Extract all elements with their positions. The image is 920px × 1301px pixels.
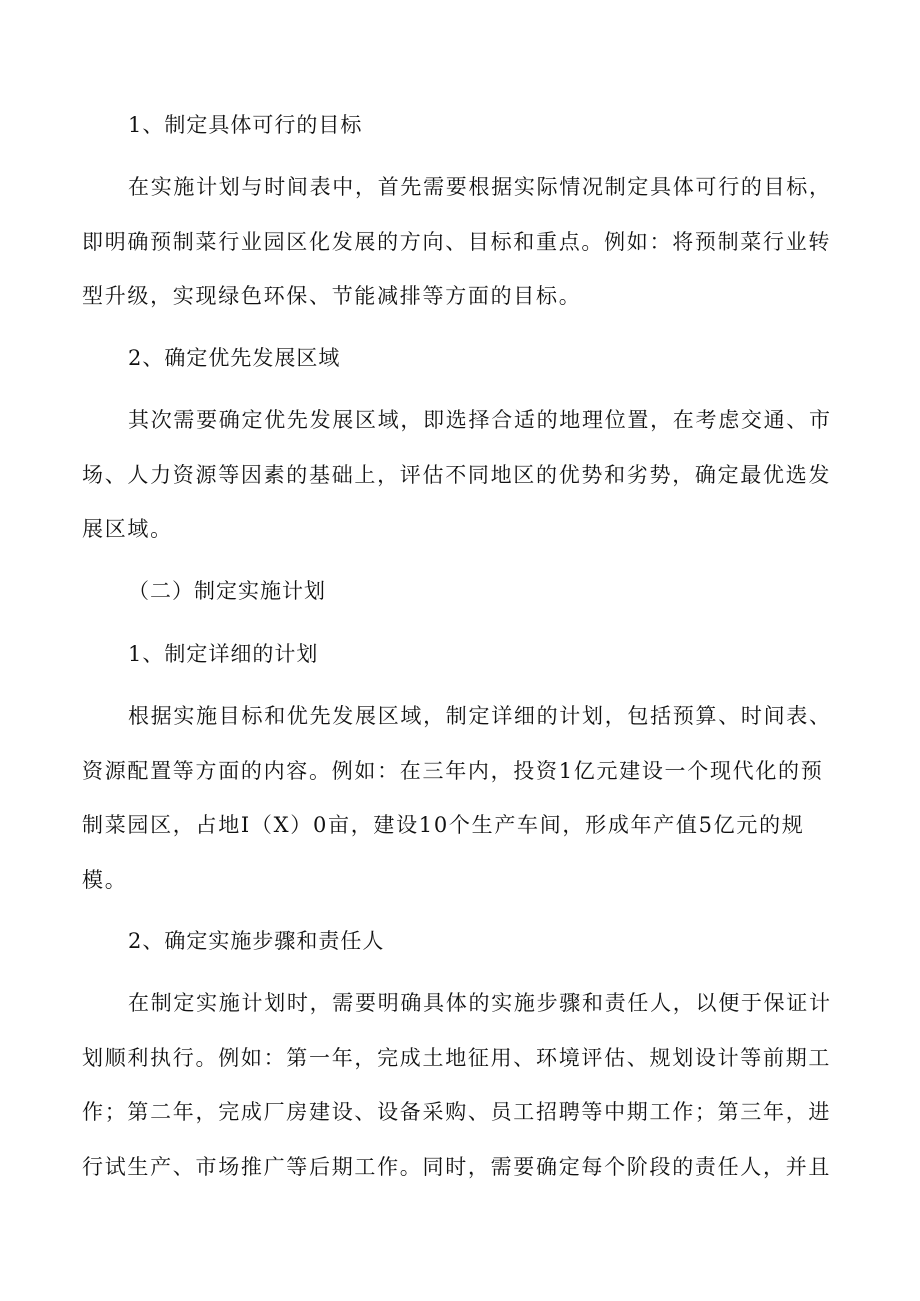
paragraph-line: 其次需要确定优先发展区域，即选择合适的地理位置，在考虑交通、市 — [128, 408, 832, 432]
paragraph-steps-responsibility — [82, 988, 842, 1206]
subsection-heading-implementation-plan: （二）制定实施计划 — [128, 579, 326, 603]
paragraph-line: 制菜园区，占地I（X）0亩，建设10个生产车间，形成年产值5亿元的规 — [82, 813, 805, 837]
paragraph-line: 型升级，实现绿色环保、节能减排等方面的目标。 — [82, 284, 582, 308]
paragraph-line: 作；第二年，完成厂房建设、设备采购、员工招聘等中期工作；第三年，进 — [82, 1100, 832, 1124]
paragraph-line: 在实施计划与时间表中，首先需要根据实际情况制定具体可行的目标， — [128, 175, 832, 199]
paragraph-line: 模。 — [82, 867, 128, 892]
section-heading-steps-responsibility: 2、确定实施步骤和责任人 — [128, 929, 385, 953]
paragraph-line: 根据实施目标和优先发展区域，制定详细的计划，包括预算、时间表、 — [128, 704, 832, 728]
section-heading-priority-areas: 2、确定优先发展区域 — [128, 346, 341, 370]
paragraph-line: 行试生产、市场推广等后期工作。同时，需要确定每个阶段的责任人，并且 — [82, 1154, 832, 1179]
paragraph-line: 展区域。 — [82, 517, 173, 541]
paragraph-goals — [82, 172, 842, 336]
paragraph-line: 划顺利执行。例如：第一年，完成土地征用、环境评估、规划设计等前期工 — [82, 1045, 832, 1070]
paragraph-line: 场、人力资源等因素的基础上，评估不同地区的优势和劣势，确定最优选发 — [82, 462, 832, 487]
paragraph-line: 即明确预制菜行业园区化发展的方向、目标和重点。例如：将预制菜行业转 — [82, 229, 832, 254]
paragraph-detailed-plan — [82, 701, 842, 919]
section-heading-goals: 1、制定具体可行的目标 — [128, 113, 363, 137]
paragraph-priority-areas — [82, 405, 842, 569]
paragraph-line: 在制定实施计划时，需要明确具体的实施步骤和责任人，以便于保证计 — [128, 991, 832, 1015]
section-heading-detailed-plan: 1、制定详细的计划 — [128, 642, 319, 666]
paragraph-line: 资源配置等方面的内容。例如：在三年内，投资1亿元建设一个现代化的预 — [82, 758, 824, 783]
